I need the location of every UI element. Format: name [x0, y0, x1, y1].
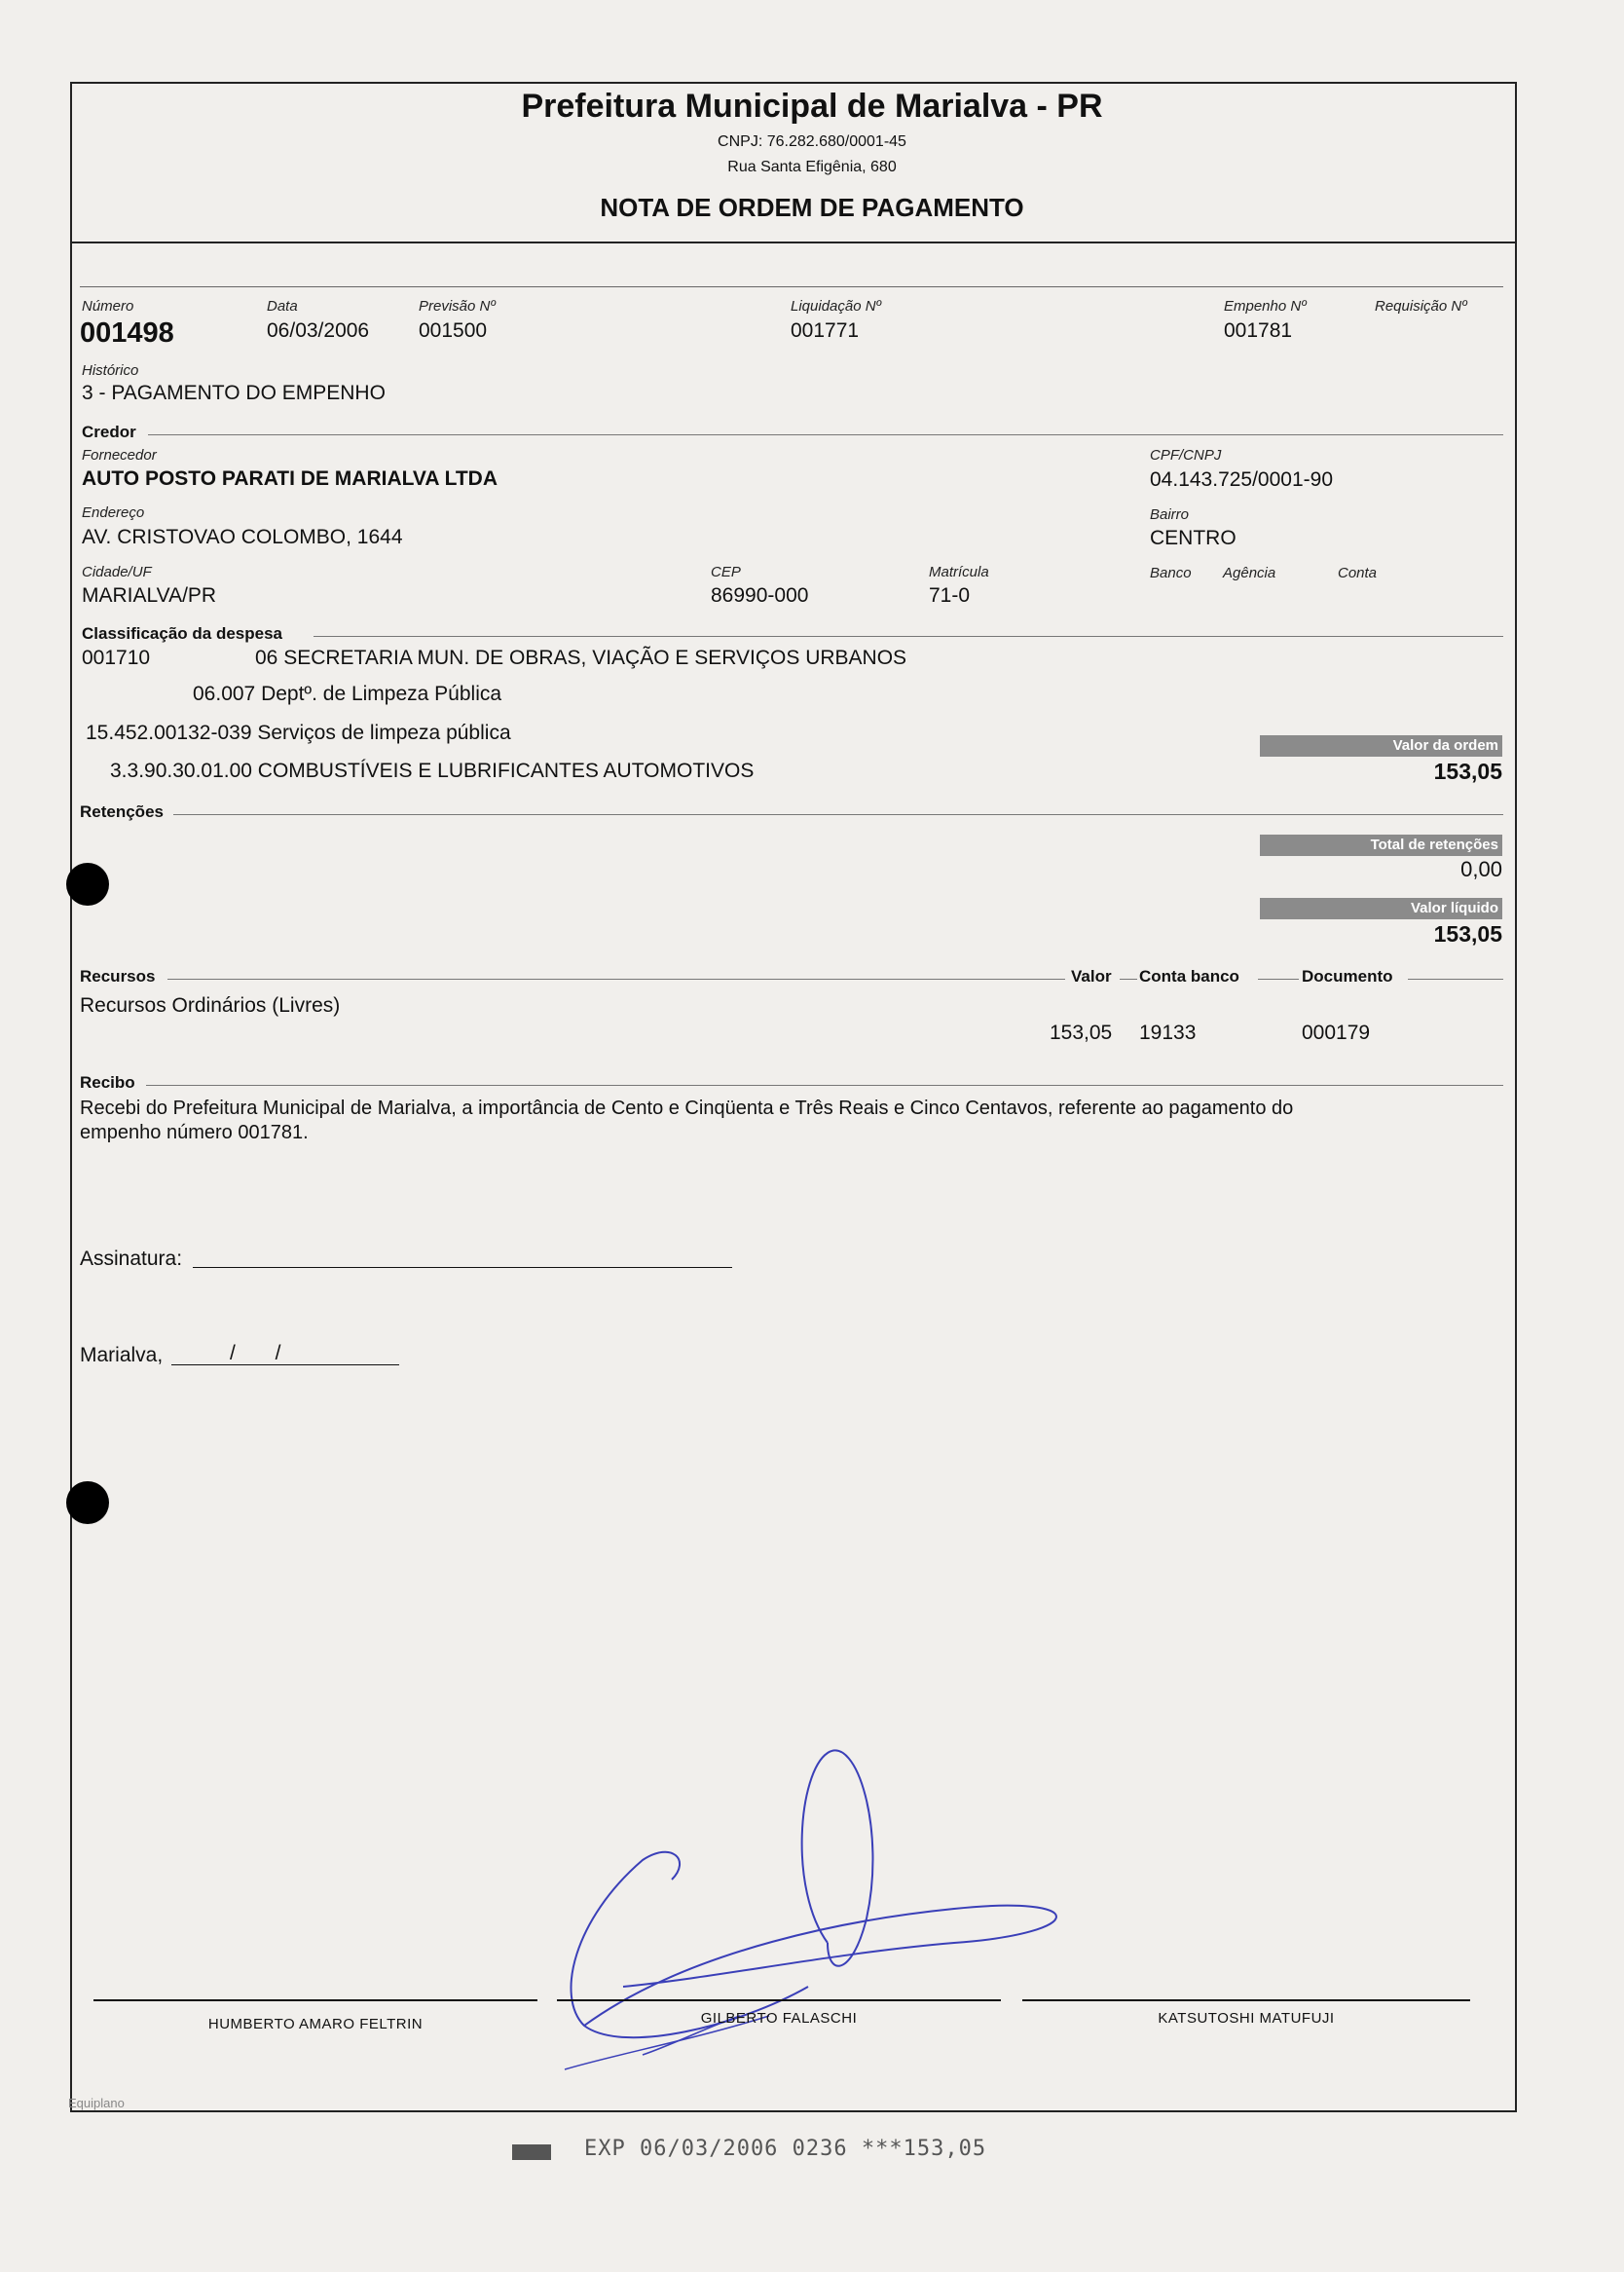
credor-section-rule: [148, 434, 1503, 435]
previsao-label: Previsão Nº: [419, 298, 496, 315]
local-label: Marialva,: [80, 1344, 164, 1366]
recursos-section-title: Recursos: [80, 967, 156, 986]
recibo-section-title: Recibo: [80, 1073, 135, 1092]
recursos-header-rule: [1408, 979, 1503, 980]
valor-ordem-label: Valor da ordem: [1260, 735, 1502, 757]
stamp-logo: [512, 2144, 551, 2160]
bairro-value: CENTRO: [1150, 527, 1236, 549]
recibo-text-line2: empenho número 001781.: [80, 1122, 309, 1143]
date-line: [171, 1364, 399, 1365]
signatory-2: GILBERTO FALASCHI: [700, 2010, 858, 2027]
matricula-label: Matrícula: [929, 564, 989, 580]
agencia-label: Agência: [1223, 565, 1276, 581]
recursos-section-rule: [167, 979, 1065, 980]
signatory-3: KATSUTOSHI MATUFUJI: [1158, 2010, 1335, 2027]
header-divider: [70, 242, 1517, 243]
classificacao-programa: 15.452.00132-039 Serviços de limpeza pública: [86, 722, 511, 744]
endereco-label: Endereço: [82, 504, 145, 521]
fornecedor-value: AUTO POSTO PARATI DE MARIALVA LTDA: [82, 467, 498, 490]
empenho-value: 001781: [1224, 319, 1293, 342]
conta-label: Conta: [1338, 565, 1378, 581]
cep-label: CEP: [711, 564, 741, 580]
recursos-conta-label: Conta banco: [1139, 967, 1239, 986]
historico-label: Histórico: [82, 362, 139, 379]
signatory-1: HUMBERTO AMARO FELTRIN: [207, 2016, 424, 2032]
data-value: 06/03/2006: [267, 319, 370, 342]
classificacao-elemento: 3.3.90.30.01.00 COMBUSTÍVEIS E LUBRIFICANTES AUTOMOTIVOS: [110, 760, 755, 782]
requisicao-label: Requisição Nº: [1375, 298, 1467, 315]
signature-line: [93, 1999, 537, 2001]
data-label: Data: [267, 298, 298, 315]
valor-liquido-label: Valor líquido: [1260, 898, 1502, 919]
classificacao-section-rule: [314, 636, 1503, 637]
software-mark: Equiplano: [68, 2096, 125, 2110]
credor-section-title: Credor: [82, 423, 136, 441]
assinatura-line: [193, 1267, 732, 1268]
numero-label: Número: [82, 298, 134, 315]
org-name: Prefeitura Municipal de Marialva - PR: [521, 88, 1103, 125]
recursos-documento: 000179: [1302, 1022, 1371, 1044]
recursos-valor-label: Valor: [1071, 967, 1112, 986]
bairro-label: Bairro: [1150, 506, 1190, 523]
previsao-value: 001500: [419, 319, 488, 342]
fields-top-rule: [80, 286, 1503, 287]
classificacao-section-title: Classificação da despesa: [82, 624, 283, 643]
bank-stamp: EXP 06/03/2006 0236 ***153,05: [584, 2137, 987, 2161]
recibo-section-rule: [146, 1085, 1503, 1086]
endereco-value: AV. CRISTOVAO COLOMBO, 1644: [82, 526, 403, 548]
classificacao-departamento: 06.007 Deptº. de Limpeza Pública: [193, 683, 502, 705]
liquidacao-value: 001771: [791, 319, 860, 342]
classificacao-secretaria: 06 SECRETARIA MUN. DE OBRAS, VIAÇÃO E SERVIÇOS URBANOS: [255, 647, 907, 669]
classificacao-code: 001710: [82, 647, 151, 669]
signature-line: [557, 1999, 1001, 2001]
retencoes-section-rule: [173, 814, 1503, 815]
cpf-cnpj-value: 04.143.725/0001-90: [1150, 468, 1334, 491]
banco-label: Banco: [1150, 565, 1192, 581]
liquidacao-label: Liquidação Nº: [791, 298, 882, 315]
org-address: Rua Santa Efigênia, 680: [727, 159, 897, 175]
historico-value: 3 - PAGAMENTO DO EMPENHO: [82, 382, 386, 404]
cpf-cnpj-label: CPF/CNPJ: [1150, 447, 1222, 464]
cidade-value: MARIALVA/PR: [82, 584, 217, 607]
empenho-label: Empenho Nº: [1224, 298, 1307, 315]
recursos-documento-label: Documento: [1302, 967, 1393, 986]
punch-hole: [66, 863, 109, 906]
signature-line: [1022, 1999, 1470, 2001]
numero-value: 001498: [80, 317, 174, 349]
recursos-descricao: Recursos Ordinários (Livres): [80, 994, 341, 1017]
recursos-conta: 19133: [1139, 1022, 1197, 1044]
punch-hole: [66, 1481, 109, 1524]
matricula-value: 71-0: [929, 584, 971, 607]
recursos-valor: 153,05: [1050, 1022, 1113, 1044]
fornecedor-label: Fornecedor: [82, 447, 157, 464]
recursos-header-rule: [1258, 979, 1299, 980]
handwritten-signature: [545, 1733, 1110, 2094]
retencoes-section-title: Retenções: [80, 802, 164, 821]
total-retencoes-label: Total de retenções: [1260, 835, 1502, 856]
date-separators: / /: [230, 1342, 281, 1364]
cep-value: 86990-000: [711, 584, 809, 607]
valor-ordem-value: 153,05: [1433, 759, 1502, 784]
recursos-header-rule: [1120, 979, 1137, 980]
assinatura-label: Assinatura:: [80, 1248, 183, 1270]
recibo-text-line1: Recebi do Prefeitura Municipal de Marialva, a importância de Cento e Cinqüenta e Três Reais e Cinco Centavos, referente ao pagamento do: [80, 1098, 1294, 1119]
total-retencoes-value: 0,00: [1460, 857, 1502, 881]
cidade-label: Cidade/UF: [82, 564, 152, 580]
valor-liquido-value: 153,05: [1433, 921, 1502, 947]
org-cnpj: CNPJ: 76.282.680/0001-45: [718, 133, 906, 150]
document-title: NOTA DE ORDEM DE PAGAMENTO: [600, 193, 1024, 222]
